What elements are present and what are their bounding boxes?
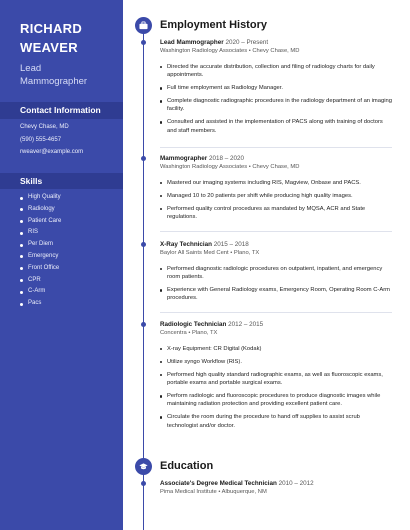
job-location: Plano, TX <box>233 250 260 256</box>
job-dates: 2018 – 2020 <box>209 155 245 162</box>
job-entry: Lead Mammographer 2020 – Present Washington Radiology Associates • Chevy Chase, MD Directed the accurate distribution, collection and filing of radiology charts for daily appointments. Full time employment as Radiology Manager. Complete diagnostic radiographic procedures in the radiology department of an imaging facility. Consulted and assisted in the implementation of PACS along with training of doctors and staff members. <box>160 39 392 134</box>
job-employer: Washington Radiology Associates <box>160 164 248 170</box>
education-heading: Education <box>160 460 214 472</box>
job-bullets <box>160 63 392 135</box>
job-bullet: Perform radiologic and fluoroscopic procedures to produce diagnostic images while maintaining radiation protection and providing excellent patient care. <box>160 392 392 408</box>
contact-location: Chevy Chase, MD <box>20 124 69 130</box>
skill-item: Per Diem <box>20 239 61 251</box>
job-location: Plano, TX <box>192 330 218 336</box>
education-school: Pima Medical Institute <box>160 489 217 495</box>
timeline-dot <box>141 481 146 486</box>
job-entry: Mammographer 2018 – 2020 Washington Radiology Associates • Chevy Chase, MD Mastered our imaging systems including RIS, Magview, Onbase and PACS. Managed 10 to 20 patients per shift while producing high quality images. Performed quality control procedures as mandated by MQSA, ACR and State regulations. <box>160 154 392 226</box>
job-bullets <box>160 345 392 430</box>
job-bullet: Full time employment as Radiology Manager. <box>160 84 392 92</box>
skill-item: Front Office <box>20 263 61 275</box>
education-degree: Associate's Degree Medical Technician <box>160 480 277 487</box>
skill-item: Emergency <box>20 251 61 263</box>
timeline-dot <box>141 40 146 45</box>
job-employer: Concentra <box>160 330 187 336</box>
job-bullet: Complete diagnostic radiographic procedures in the radiology department of an imaging facility. <box>160 97 392 113</box>
divider <box>160 147 392 148</box>
job-bullet: Utilize syngo Workflow (RIS). <box>160 358 392 366</box>
education-entry: Associate's Degree Medical Technician 2010 – 2012 Pima Medical Institute • Albuquerque, NM <box>160 480 314 495</box>
job-location: Chevy Chase, MD <box>252 164 300 170</box>
job-employer: Washington Radiology Associates <box>160 48 248 54</box>
divider <box>160 231 392 232</box>
job-bullet: Mastered our imaging systems including RIS, Magview, Onbase and PACS. <box>160 179 392 187</box>
skill-item: High Quality <box>20 192 61 204</box>
job-bullet: Managed 10 to 20 patients per shift while producing high quality images. <box>160 192 392 200</box>
job-dates: 2020 – Present <box>225 39 269 46</box>
skill-item: CPR <box>20 275 61 287</box>
skill-item: Pacs <box>20 298 61 310</box>
job-title-line-2: Mammographer <box>20 76 88 87</box>
candidate-name <box>20 19 82 57</box>
job-entry: Radiologic Technician 2012 – 2015 Concentra • Plano, TX X-ray Equipment: CR Digital (Kodak) Utilize syngo Workflow (RIS). Performed high quality standard radiographic exams, as well as fluoroscopic exams, portable exams and portable surgical exams. Perform radiologic and fluoroscopic procedures to produce diagnostic images while maintaining radiation protection and providing excellent patient care. Circulate the room during the procedure to hand off supplies to assist scrub technologist and/or doctor. <box>160 320 392 435</box>
job-bullet: Experience with General Radiology exams, Emergency Room, Operating Room C-Arm procedures. <box>160 286 392 302</box>
job-bullets <box>160 179 392 221</box>
skill-item: C-Arm <box>20 286 61 298</box>
job-entry: X-Ray Technician 2015 – 2018 Baylor All Saints Med Cent • Plano, TX Performed diagnostic radiologic procedures on outpatient, inpatient, and emergency room patients. Experience with General Radiology exams, Emergency Room, Operating Room C-Arm procedures. <box>160 240 392 307</box>
job-bullets <box>160 265 392 303</box>
skills-list <box>20 192 61 310</box>
job-dates: 2015 – 2018 <box>213 241 249 248</box>
job-title-line-1: Lead <box>20 63 42 74</box>
timeline-dot <box>141 156 146 161</box>
skill-item: Radiology <box>20 204 61 216</box>
skill-item: Patient Care <box>20 216 61 228</box>
skill-item: RIS <box>20 227 61 239</box>
job-role: Radiologic Technician <box>160 321 227 328</box>
sidebar <box>0 0 123 530</box>
job-bullet: X-ray Equipment: CR Digital (Kodak) <box>160 345 392 353</box>
name-line-first: RICHARD <box>20 21 83 36</box>
divider <box>160 312 392 313</box>
contact-heading: Contact Information <box>0 102 123 119</box>
contact-phone[interactable]: (590) 555-4657 <box>20 137 62 143</box>
timeline-dot <box>141 242 146 247</box>
briefcase-icon <box>135 17 152 34</box>
job-bullet: Performed quality control procedures as mandated by MQSA, ACR and State regulations. <box>160 205 392 221</box>
job-location: Chevy Chase, MD <box>252 48 300 54</box>
job-role: Lead Mammographer <box>160 39 224 46</box>
job-bullet: Directed the accurate distribution, collection and filing of radiology charts for daily appointments. <box>160 63 392 79</box>
graduation-cap-icon <box>135 458 152 475</box>
job-dates: 2012 – 2015 <box>228 321 264 328</box>
job-title <box>20 62 87 88</box>
job-bullet: Consulted and assisted in the implementation of PACS along with training of doctors and staff members. <box>160 118 392 134</box>
timeline-line <box>143 32 144 530</box>
job-role: Mammographer <box>160 155 208 162</box>
job-bullet: Performed high quality standard radiographic exams, as well as fluoroscopic exams, portable exams and portable surgical exams. <box>160 371 392 387</box>
education-dates: 2010 – 2012 <box>278 480 314 487</box>
job-bullet: Circulate the room during the procedure to hand off supplies to assist scrub technologist and/or doctor. <box>160 413 392 429</box>
job-role: X-Ray Technician <box>160 241 213 248</box>
contact-email[interactable]: rweaver@example.com <box>20 149 84 155</box>
job-bullet: Performed diagnostic radiologic procedures on outpatient, inpatient, and emergency room patients. <box>160 265 392 281</box>
employment-heading: Employment History <box>160 19 267 31</box>
job-employer: Baylor All Saints Med Cent <box>160 250 229 256</box>
education-location: Albuquerque, NM <box>221 489 267 495</box>
skills-heading: Skills <box>0 173 123 189</box>
name-line-last: WEAVER <box>20 40 78 55</box>
timeline-dot <box>141 322 146 327</box>
